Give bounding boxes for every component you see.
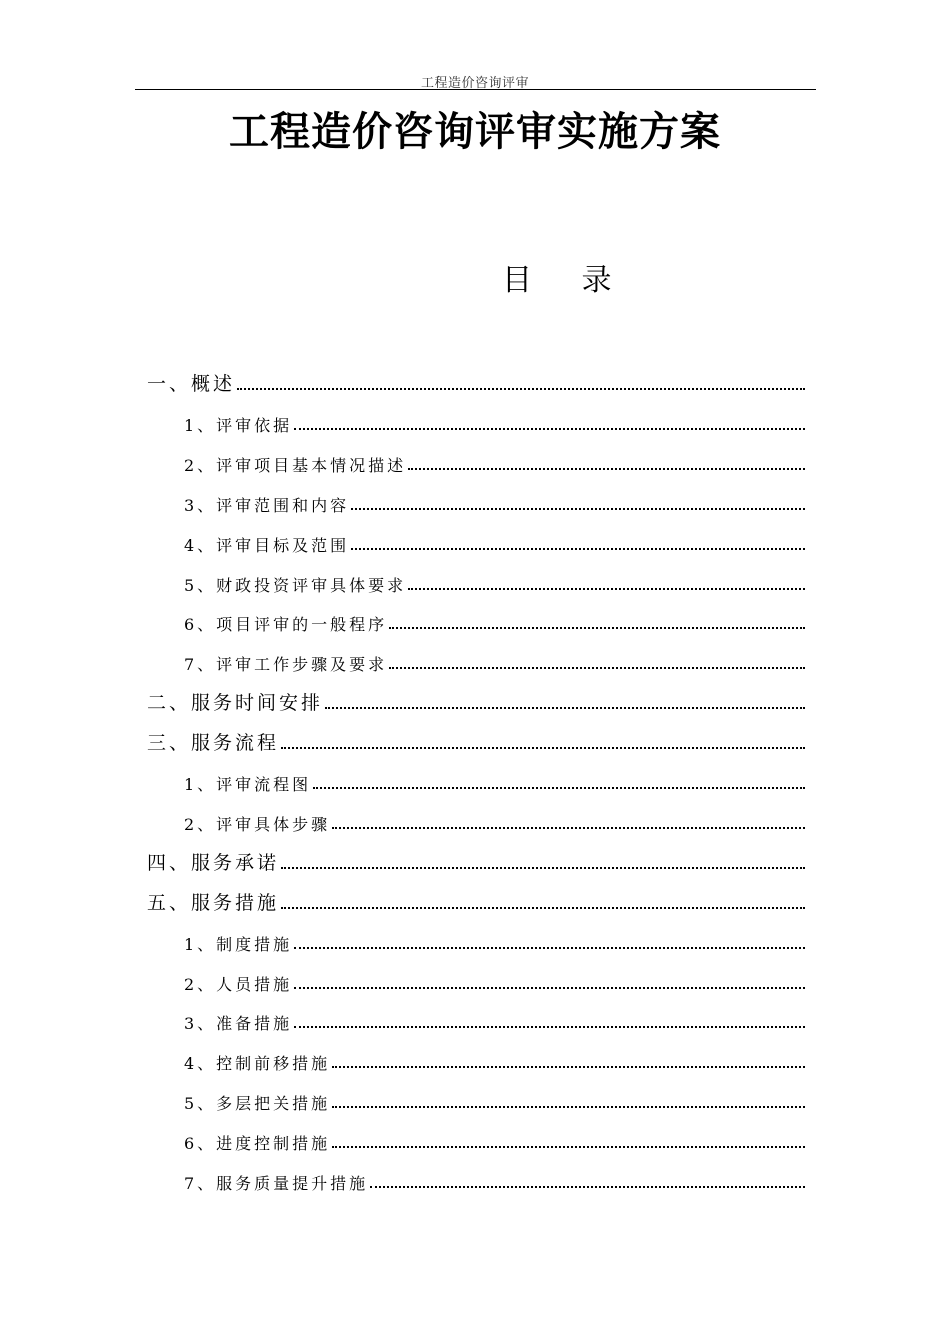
toc-entry-label: 6、项目评审的一般程序 [184, 615, 388, 634]
header-text: 工程造价咨询评审 [420, 76, 529, 91]
toc-entry-label: 5、财政投资评审具体要求 [184, 576, 407, 595]
toc-entry-label: 4、控制前移措施 [184, 1054, 331, 1073]
toc-entry[interactable] [184, 1088, 805, 1114]
toc-entry[interactable] [184, 530, 805, 556]
toc-dot-leader [408, 468, 805, 470]
toc-dot-leader [237, 388, 805, 390]
toc-dot-leader [408, 588, 805, 590]
toc-entry-label: 7、评审工作步骤及要求 [184, 655, 388, 674]
toc-dot-leader [351, 548, 805, 550]
toc-heading: 目 录 [502, 263, 632, 298]
toc-entry-label: 二、服务时间安排 [147, 692, 324, 714]
toc-dot-leader [294, 428, 805, 430]
toc-entry-label: 3、准备措施 [184, 1014, 293, 1033]
toc-entry-label: 1、评审流程图 [184, 775, 312, 794]
toc-entry[interactable] [184, 969, 805, 995]
toc-entry-label: 6、进度控制措施 [184, 1134, 331, 1153]
toc-entry[interactable] [184, 649, 805, 675]
toc-dot-leader [294, 1026, 805, 1028]
toc-dot-leader [389, 667, 805, 669]
toc-dot-leader [332, 1146, 805, 1148]
toc-entry[interactable] [184, 1128, 805, 1154]
toc-entry-label: 一、概述 [147, 373, 236, 395]
toc-entry-label: 四、服务承诺 [147, 852, 280, 874]
toc-entry-label: 1、制度措施 [184, 935, 293, 954]
toc-entry-label: 3、评审范围和内容 [184, 496, 350, 515]
toc-dot-leader [281, 907, 805, 909]
toc-entry[interactable] [147, 729, 805, 755]
toc-entry[interactable] [184, 1168, 805, 1194]
toc-entry[interactable] [184, 410, 805, 436]
document-title: 工程造价咨询评审实施方案 [229, 109, 721, 155]
toc-entry-label: 2、评审项目基本情况描述 [184, 456, 407, 475]
toc-entry-label: 7、服务质量提升措施 [184, 1174, 369, 1193]
toc-entry-label: 2、人员措施 [184, 975, 293, 994]
toc-dot-leader [332, 827, 805, 829]
toc-entry[interactable] [184, 809, 805, 835]
toc-dot-leader [370, 1186, 805, 1188]
toc-entry[interactable] [147, 889, 805, 915]
toc-entry-label: 4、评审目标及范围 [184, 536, 350, 555]
toc-entry-label: 2、评审具体步骤 [184, 815, 331, 834]
toc-dot-leader [313, 787, 805, 789]
toc-dot-leader [281, 747, 805, 749]
toc-entry-label: 三、服务流程 [147, 732, 280, 754]
toc-entry[interactable] [147, 849, 805, 875]
toc-entry[interactable] [147, 370, 805, 396]
toc-dot-leader [325, 707, 805, 709]
toc-entry[interactable] [184, 1008, 805, 1034]
toc-entry[interactable] [184, 450, 805, 476]
toc-dot-leader [281, 867, 805, 869]
toc-dot-leader [332, 1066, 805, 1068]
toc-dot-leader [332, 1106, 805, 1108]
toc-dot-leader [294, 947, 805, 949]
toc-entry[interactable] [184, 1048, 805, 1074]
toc-entry-label: 5、多层把关措施 [184, 1094, 331, 1113]
header-rule [135, 89, 816, 90]
toc-dot-leader [351, 508, 805, 510]
toc-entry[interactable] [184, 929, 805, 955]
toc-entry[interactable] [184, 490, 805, 516]
toc-entry[interactable] [147, 689, 805, 715]
toc-entry[interactable] [184, 570, 805, 596]
toc-entry-label: 1、评审依据 [184, 416, 293, 435]
toc-dot-leader [294, 987, 805, 989]
toc-entry[interactable] [184, 769, 805, 795]
toc-dot-leader [389, 627, 805, 629]
toc-entry[interactable] [184, 609, 805, 635]
toc-entry-label: 五、服务措施 [147, 892, 280, 914]
